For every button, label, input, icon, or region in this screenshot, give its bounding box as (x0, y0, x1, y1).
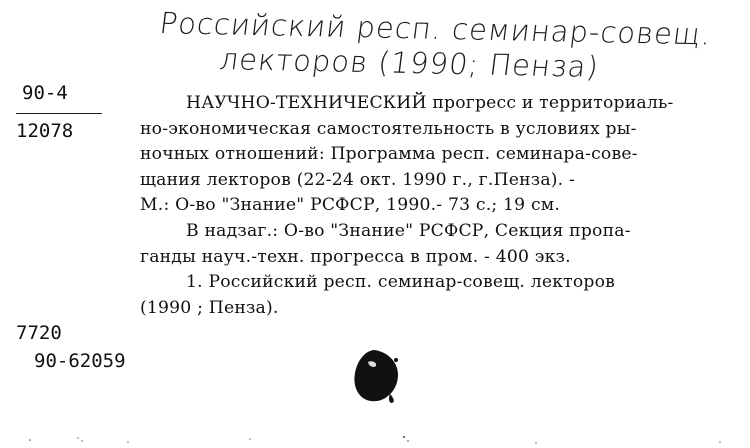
entry-line: щания лекторов (22-24 окт. 1990 г., г.Пенза). - (140, 169, 576, 190)
entry-line: ночных отношений: Программа респ. семинара-сове- (140, 144, 638, 165)
entry-line: М.: О-во "Знание" РСФСР, 1990.- 73 с.; 19 см. (140, 195, 561, 216)
tracing-line: (1990 ; Пенза). (140, 297, 279, 318)
handwritten-heading-line-1: Российский респ. семинар-совещ. (157, 6, 714, 52)
entry-line: но-экономическая самостоятельность в условиях ры- (140, 118, 637, 139)
shelf-code-divider (16, 113, 102, 114)
note-line: В надзаг.: О-во "Знание" РСФСР, Секция пропа- (186, 220, 631, 241)
note-line: ганды науч.-техн. прогресса в пром. - 400 экз. (140, 246, 571, 267)
bibliographic-entry (140, 91, 745, 321)
handwritten-heading-line-2: лекторов (1990; Пенза) (217, 42, 602, 84)
card-number: 90-62059 (34, 350, 126, 372)
entry-line: НАУЧНО-ТЕХНИЧЕСКИЙ прогресс и территориаль- (186, 93, 674, 113)
ink-blot (350, 348, 402, 404)
shelf-code-bottom: 12078 (16, 120, 74, 142)
tracing-line: 1. Российский респ. семинар-совещ. лекторов (186, 272, 616, 293)
shelf-code-top: 90-4 (22, 82, 68, 104)
inventory-number: 7720 (16, 322, 62, 344)
scan-specks (0, 430, 750, 448)
